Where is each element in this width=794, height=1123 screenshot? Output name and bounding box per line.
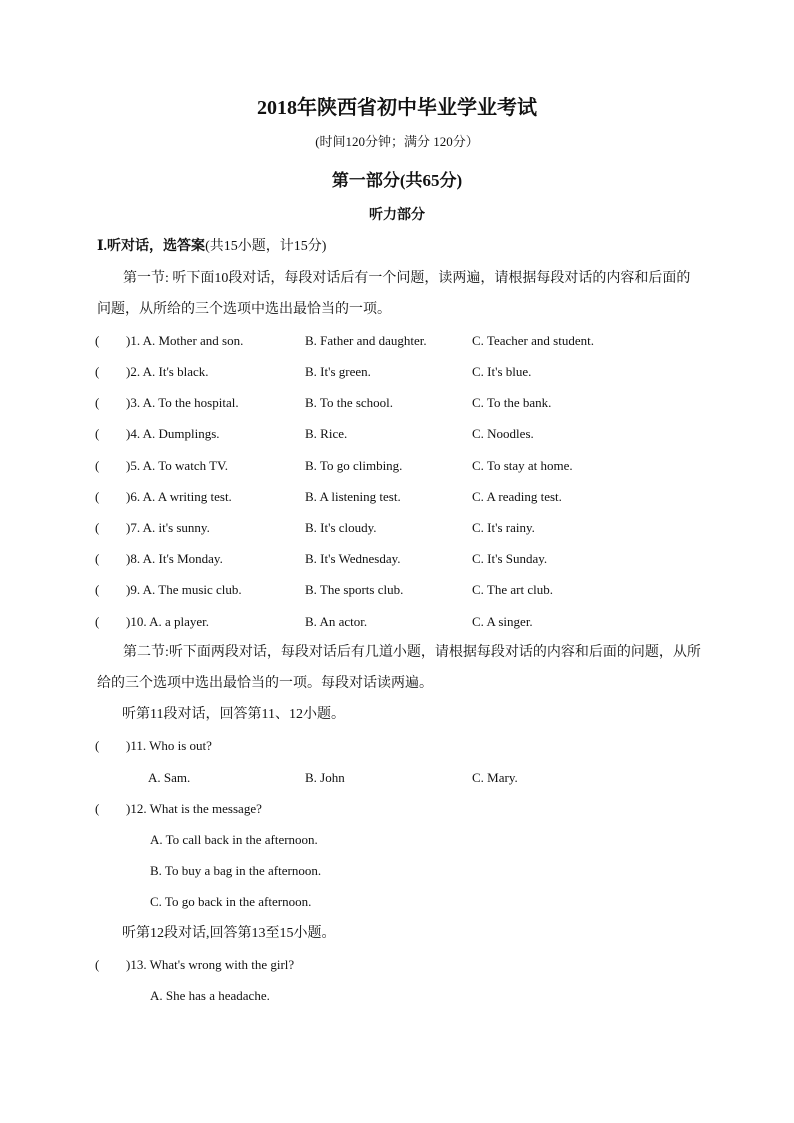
option-b: B. A listening test.	[305, 489, 401, 504]
instruction-line: 第一节: 听下面10段对话，每段对话后有一个问题，读两遍，请根据每段对话的内容和后面的	[123, 271, 691, 286]
question-row	[0, 800, 794, 820]
option-c: C. Mary.	[472, 770, 518, 785]
option-b: B. It's cloudy.	[305, 520, 377, 535]
question-row	[0, 613, 794, 633]
question-text: )6. A. A writing test.	[126, 489, 232, 504]
options-row	[0, 769, 794, 789]
option-b: B. Rice.	[305, 426, 348, 441]
option-c: C. A reading test.	[472, 489, 562, 504]
option-c: C. The art club.	[472, 582, 553, 597]
option-b: B. John	[305, 770, 345, 785]
question-text: )12. What is the message?	[126, 801, 262, 816]
question-text: )4. A. Dumplings.	[126, 426, 220, 441]
question-row	[0, 425, 794, 445]
option-c: C. Teacher and student.	[472, 333, 594, 348]
section-heading: 听力部分	[369, 208, 425, 223]
exam-time-info: (时间120分钟；满分 120分）	[315, 134, 479, 149]
section1-instruction	[97, 263, 707, 325]
option-c: C. Noodles.	[472, 426, 534, 441]
option-c: C. To the bank.	[472, 395, 552, 410]
answer-paren[interactable]: (	[95, 520, 100, 535]
question-row	[0, 956, 794, 976]
answer-paren[interactable]: (	[95, 551, 100, 566]
dialogue-note: 听第12段对话,回答第13至15小题。	[122, 926, 336, 941]
option-c: C. A singer.	[472, 614, 533, 629]
option-b: B. It's Wednesday.	[305, 551, 401, 566]
question-text: )2. A. It's black.	[126, 364, 209, 379]
question-text: )3. A. To the hospital.	[126, 395, 239, 410]
question-row	[0, 332, 794, 352]
question-text: )1. A. Mother and son.	[126, 333, 244, 348]
option-c: C. To go back in the afternoon.	[150, 894, 312, 909]
instruction-line: 第二节:听下面两段对话，每段对话后有几道小题，请根据每段对话的内容和后面的问题，从所	[123, 645, 701, 660]
instruction-line: 给的三个选项中选出最恰当的一项。每段对话读两遍。	[97, 676, 433, 691]
question-row	[0, 488, 794, 508]
answer-paren[interactable]: (	[95, 333, 100, 348]
heading-detail: (共15小题，计15分)	[205, 239, 327, 254]
question-text: )13. What's wrong with the girl?	[126, 957, 295, 972]
answer-paren[interactable]: (	[95, 738, 100, 753]
question-row	[0, 363, 794, 383]
answer-paren[interactable]: (	[95, 458, 100, 473]
section2-instruction	[97, 637, 707, 699]
answer-paren[interactable]: (	[95, 395, 100, 410]
option-b: B. To buy a bag in the afternoon.	[150, 863, 322, 878]
answer-paren[interactable]: (	[95, 957, 100, 972]
option-a: A. She has a headache.	[150, 988, 270, 1003]
question-text: )11. Who is out?	[126, 738, 212, 753]
answer-paren[interactable]: (	[95, 801, 100, 816]
dialogue-note: 听第11段对话，回答第11、12小题。	[122, 707, 345, 722]
option-c: C. It's blue.	[472, 364, 532, 379]
option-b: B. To the school.	[305, 395, 394, 410]
exam-title: 2018年陕西省初中毕业学业考试	[257, 97, 537, 119]
option-b: B. An actor.	[305, 614, 368, 629]
option-b: B. It's green.	[305, 364, 371, 379]
listening-section-heading	[97, 238, 326, 256]
question-row	[0, 394, 794, 414]
heading-bold: Ⅰ.听对话，选答案	[97, 239, 206, 254]
option-a: A. To call back in the afternoon.	[150, 832, 318, 847]
option-c: C. It's rainy.	[472, 520, 535, 535]
question-text: )10. A. a player.	[126, 614, 210, 629]
answer-paren[interactable]: (	[95, 582, 100, 597]
option-b: B. The sports club.	[305, 582, 404, 597]
option-b: B. To go climbing.	[305, 458, 403, 473]
answer-paren[interactable]: (	[95, 426, 100, 441]
question-row	[0, 550, 794, 570]
option-a: A. Sam.	[148, 770, 191, 785]
question-row	[0, 457, 794, 477]
answer-paren[interactable]: (	[95, 489, 100, 504]
question-row	[0, 737, 794, 757]
question-text: )5. A. To watch TV.	[126, 458, 229, 473]
question-text: )8. A. It's Monday.	[126, 551, 223, 566]
answer-paren[interactable]: (	[95, 614, 100, 629]
answer-paren[interactable]: (	[95, 364, 100, 379]
option-b: B. Father and daughter.	[305, 333, 427, 348]
instruction-line: 问题，从所给的三个选项中选出最恰当的一项。	[97, 302, 391, 317]
question-row	[0, 519, 794, 539]
option-c: C. It's Sunday.	[472, 551, 548, 566]
question-row	[0, 581, 794, 601]
question-text: )7. A. it's sunny.	[126, 520, 210, 535]
question-text: )9. A. The music club.	[126, 582, 242, 597]
part-heading: 第一部分(共65分)	[331, 171, 463, 190]
option-c: C. To stay at home.	[472, 458, 573, 473]
